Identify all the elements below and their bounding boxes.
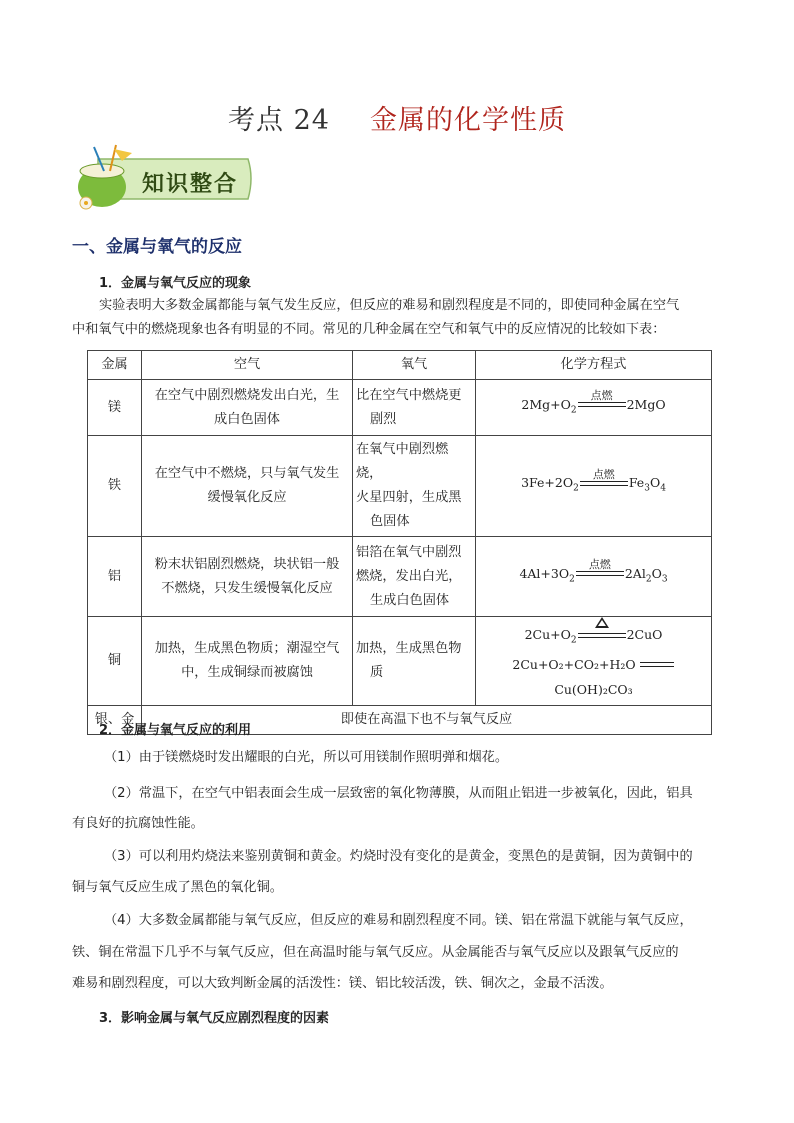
equation-cell (476, 617, 712, 706)
equation-cell (476, 436, 712, 537)
section-heading: 一、金属与氧气的反应 (72, 237, 242, 257)
cell-line: 色固体 (370, 514, 410, 529)
header-cell: 空气 (142, 351, 353, 380)
subsection-heading: 2．金属与氧气反应的利用 (99, 723, 252, 738)
cell-line: 在氧气中剧烈燃烧， (356, 442, 449, 481)
paragraph-line: （2）常温下，在空气中铝表面会生成一层致密的氧化物薄膜，从而阻止铝进一步被氧化，因此，铝具 (104, 786, 693, 801)
topic-number: 考点 24 (228, 105, 330, 136)
cell-line: 缓慢氧化反应 (207, 490, 287, 505)
table-row (88, 617, 712, 706)
equation-cell (476, 380, 712, 436)
header-cell: 金属 (88, 351, 142, 380)
cell-line: 粉末状铝剧烈燃烧，块状铝一般 (154, 556, 340, 572)
cell-line: 比在空气中燃烧更 (356, 387, 462, 403)
subsection-heading: 1．金属与氧气反应的现象 (99, 276, 252, 291)
equation: $2Mg+O_2$ 点燃 2MgO (521, 389, 666, 416)
air-cell (142, 537, 353, 617)
cell-line: 不燃烧，只发生缓慢氧化反应 (161, 580, 333, 596)
oxygen-cell (353, 380, 476, 436)
cell-line: 在空气中不燃烧，只与氧气发生 (154, 466, 340, 481)
metal-cell: 铁 (88, 436, 142, 537)
paragraph-line: 铁、铜在常温下几乎不与氧气反应，但在高温时能与氧气反应。从金属能否与氧气反应以及跟氧气反应的 (72, 945, 679, 960)
oxygen-cell (353, 537, 476, 617)
cell-line: 中，生成铜绿而被腐蚀 (181, 664, 313, 680)
metal-cell: 铜 (88, 617, 142, 706)
header-cell: 氧气 (353, 351, 476, 380)
paragraph-line: 难易和剧烈程度，可以大致判断金属的活泼性：镁、铝比较活泼，铁、铜次之，金最不活泼。 (72, 976, 613, 991)
oxygen-cell (353, 436, 476, 537)
cell-line: 火星四射，生成黑 (356, 490, 462, 505)
air-cell (142, 380, 353, 436)
header-cell: 化学方程式 (476, 351, 712, 380)
paragraph-line: （4）大多数金属都能与氧气反应，但反应的难易和剧烈程度不同。镁、铝在常温下就能与氧气反应， (104, 913, 693, 928)
paragraph-line: （1）由于镁燃烧时发出耀眼的白光，所以可用镁制作照明弹和烟花。 (104, 750, 509, 765)
paragraph-line: 实验表明大多数金属都能与氧气发生反应，但反应的难易和剧烈程度是不同的，即使同种金属在空气 (99, 298, 680, 313)
oxygen-cell (353, 617, 476, 706)
page-title (0, 98, 794, 137)
metal-cell: 铝 (88, 537, 142, 617)
metal-cell: 镁 (88, 380, 142, 436)
equation: $2Cu+O_2$ 2CuO (479, 623, 708, 653)
equation-result: Cu(OH)₂CO₃ (554, 681, 633, 697)
topic-title: 金属的化学性质 (369, 105, 566, 136)
cell-line: 生成白色固体 (370, 592, 450, 608)
equation: 2Cu+O₂+CO₂+H₂O (479, 653, 708, 678)
air-cell (142, 436, 353, 537)
paragraph-line: 铜与氧气反应生成了黑色的氧化铜。 (72, 880, 283, 895)
merged-cell: 即使在高温下也不与氧气反应 (142, 705, 712, 734)
banner-label: 知识整合 (142, 172, 239, 197)
cell-line: 加热，生成黑色物质；潮湿空气 (154, 640, 340, 656)
paragraph-line: 有良好的抗腐蚀性能。 (72, 816, 204, 831)
cell-line: 铝箔在氧气中剧烈 (356, 544, 462, 560)
equation-cell (476, 537, 712, 617)
heat-triangle-icon (595, 617, 609, 628)
metal-oxygen-table (87, 350, 712, 735)
cell-line: 质 (370, 664, 384, 680)
paragraph-line: （3）可以利用灼烧法来鉴别黄铜和黄金。灼烧时没有变化的是黄金，变黑色的是黄铜，因为黄铜中的 (104, 849, 693, 864)
table-row (88, 537, 712, 617)
cell-line: 在空气中剧烈燃烧发出白光，生 (154, 387, 340, 403)
cell-line: 成白色固体 (214, 411, 280, 427)
subsection-heading: 3．影响金属与氧气反应剧烈程度的因素 (99, 1011, 330, 1026)
cell-line: 燃烧，发出白光， (356, 568, 462, 584)
equation: $4Al+3O_2$ 点燃 $2Al_2O_3$ (519, 558, 668, 585)
cell-line: 加热，生成黑色物 (356, 640, 462, 656)
knowledge-banner (70, 143, 255, 213)
table-header-row (88, 351, 712, 380)
air-cell (142, 617, 353, 706)
table-row (88, 380, 712, 436)
cell-line: 剧烈 (370, 411, 397, 427)
table-row (88, 436, 712, 537)
paragraph-line: 中和氧气中的燃烧现象也各有明显的不同。常见的几种金属在空气和氧气中的反应情况的比较如下表： (72, 322, 666, 337)
metal-cell: 银、金 (88, 705, 142, 734)
equation: $3Fe+2O_2$ 点燃 $Fe_3O_4$ (521, 467, 666, 494)
